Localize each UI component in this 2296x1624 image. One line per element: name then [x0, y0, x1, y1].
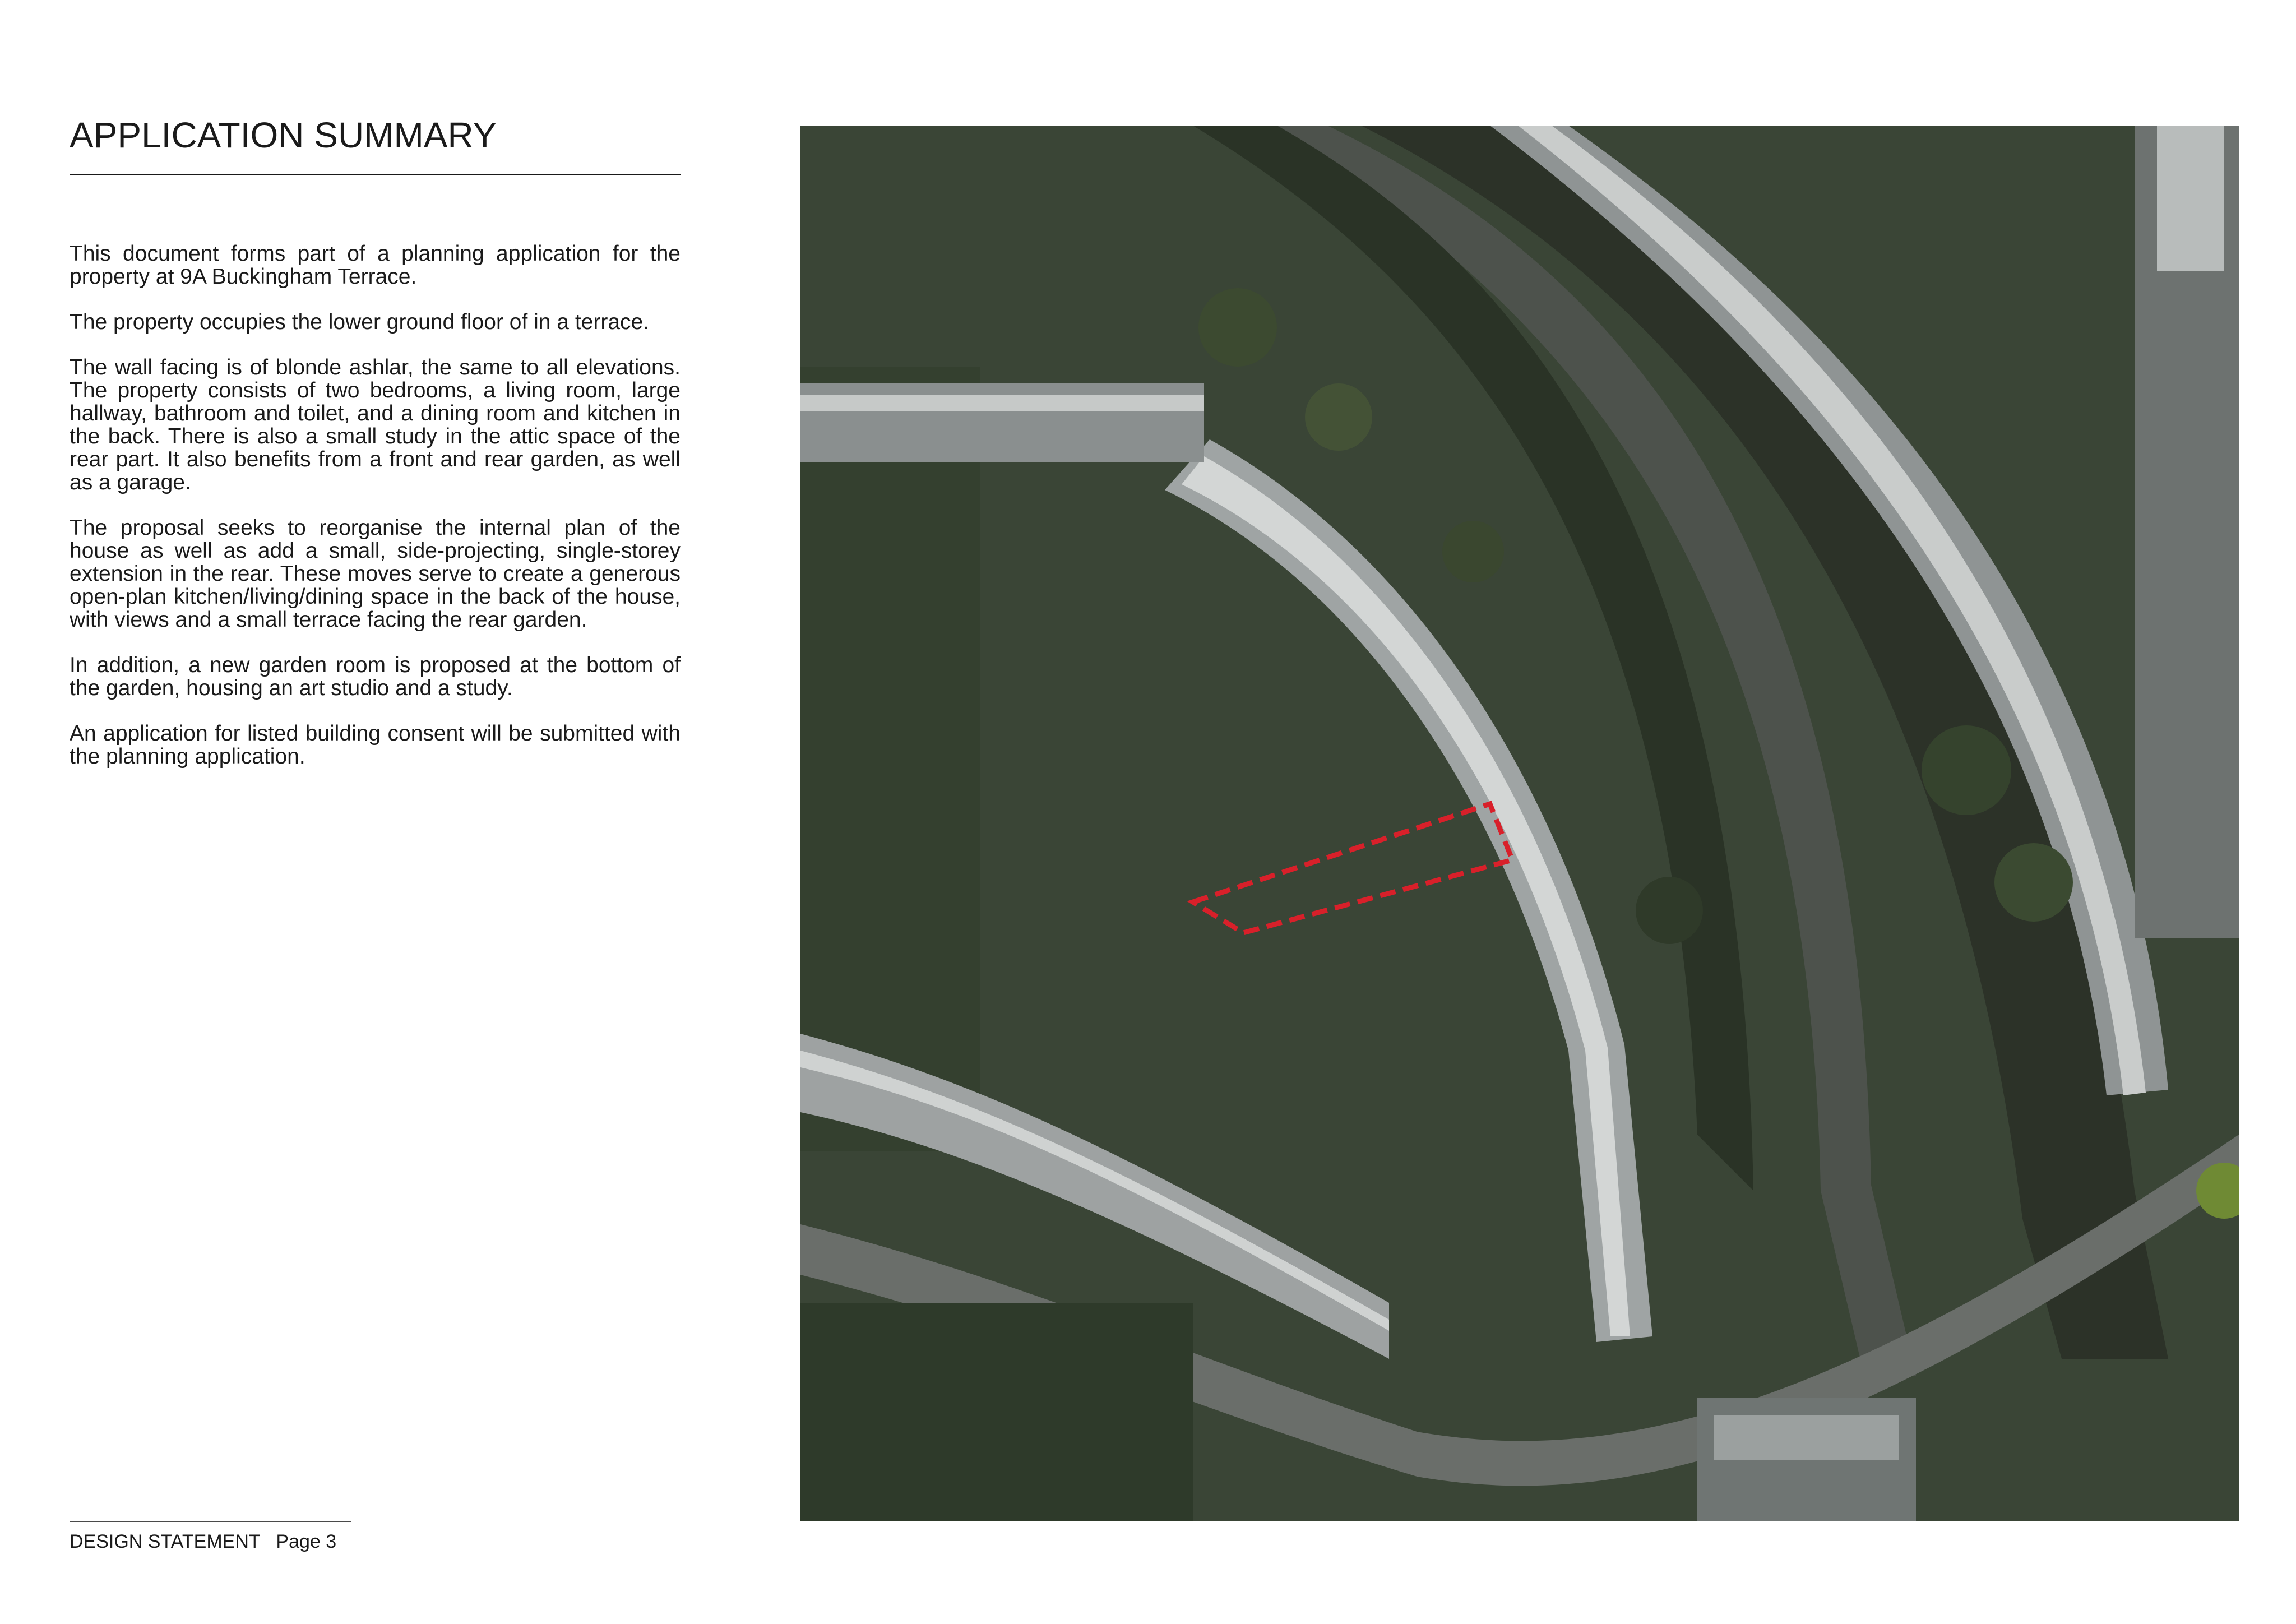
aerial-map [800, 126, 2239, 1521]
footer [70, 1530, 336, 1553]
paragraph-garden-room: In addition, a new garden room is proposed at the bottom of the garden, housing an art studio and a study. [70, 653, 681, 700]
paragraph-location: The property occupies the lower ground floor of in a terrace. [70, 310, 650, 334]
summary-text [70, 242, 681, 790]
paragraph-proposal: The proposal seeks to reorganise the internal plan of the house as well as add a small, side-projecting, single-storey extension in the rear. These moves serve to create a generous open-plan kitchen/living/dining space in the back of the house, with views and a small terrace facing the rear garden. [70, 516, 681, 632]
footer-divider [70, 1521, 351, 1522]
title-divider [70, 174, 681, 175]
page-number: Page 3 [276, 1531, 337, 1552]
paragraph-description: The wall facing is of blonde ashlar, the same to all elevations. The property consists of two bedrooms, a living room, large hallway, bathroom and toilet, and a dining room and kitchen in the back. There is also a small study in the attic space of the rear part. It also benefits from a front and rear garden, as well as a garage. [70, 355, 681, 494]
footer-label: DESIGN STATEMENT [70, 1531, 261, 1552]
paragraph-intro: This document forms part of a planning application for the property at 9A Buckingham Terrace. [70, 242, 681, 289]
paragraph-consent: An application for listed building consent will be submitted with the planning application. [70, 721, 681, 769]
aerial-photo [800, 126, 2239, 1521]
page-title: APPLICATION SUMMARY [70, 115, 497, 155]
